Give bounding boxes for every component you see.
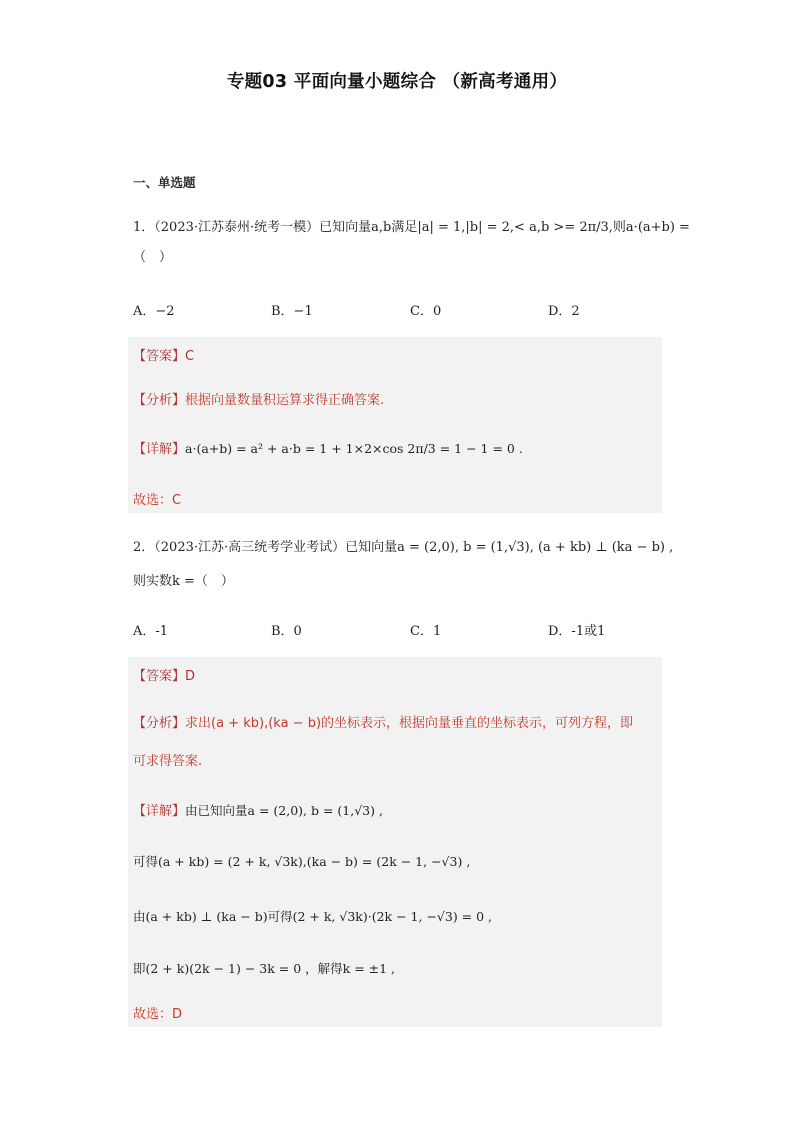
detail-row (133, 438, 523, 457)
option-b: B．0 (271, 624, 302, 639)
analysis-tag: 【分析】 (133, 716, 186, 731)
detail-formula: 由(a + kb) ⊥ (ka − b)可得(2 + k, √3k)·(2k − 1, −√3) = 0 , (133, 909, 493, 924)
conclusion: 故选：C (133, 493, 182, 508)
question-2-stem (133, 536, 674, 560)
question-source: （2023·江苏·高三统考学业考试） (154, 540, 346, 555)
analysis-continuation: 可求得答案. (133, 754, 203, 769)
option-a: A．−2 (133, 304, 175, 319)
question-1-blank: （ ） (133, 250, 173, 265)
option-b: B．−1 (271, 304, 313, 319)
question-stem: 已知向量a = (2,0), b = (1,√3), (a + kb) ⊥ (ka − b) , (345, 540, 674, 555)
detail-line-2 (133, 852, 470, 870)
page-title: 专题03 平面向量小题综合 （新高考通用） (226, 72, 568, 92)
analysis-row (133, 389, 384, 408)
answer-label: 【答案】C (133, 349, 195, 364)
question-stem: 已知向量a,b满足|a| = 1,|b| = 2,< a,b >= 2π/3,则a·(a+b) = (319, 220, 690, 235)
analysis-text: 求出(a + kb),(ka − b)的坐标表示，根据向量垂直的坐标表示，可列方程，即 (185, 716, 634, 731)
detail-line-4 (133, 959, 395, 977)
option-a: A．-1 (133, 624, 169, 639)
analysis-row (133, 712, 633, 731)
question-number: 2． (133, 540, 155, 555)
detail-formula: 可得(a + kb) = (2 + k, √3k),(ka − b) = (2k − 1, −√3) , (133, 854, 471, 869)
question-2-stem-line2: 则实数k =（ ） (133, 574, 234, 589)
detail-formula: a·(a+b) = a² + a·b = 1 + 1×2×cos 2π/3 = 1 − 1 = 0 . (185, 441, 523, 456)
detail-row (133, 800, 383, 819)
conclusion: 故选：D (133, 1007, 183, 1022)
question-number: 1． (133, 220, 155, 235)
section-heading: 一、单选题 (133, 175, 196, 190)
detail-tag: 【详解】 (133, 442, 186, 457)
detail-line-1: 由已知向量a = (2,0), b = (1,√3) , (185, 803, 383, 818)
question-source: （2023·江苏泰州·统考一模） (154, 220, 320, 235)
analysis-tag: 【分析】 (133, 393, 186, 408)
solution-box-2 (128, 657, 662, 1027)
solution-box-1 (128, 337, 662, 513)
question-1-stem (133, 216, 690, 240)
option-c: C．0 (410, 304, 442, 319)
detail-tag: 【详解】 (133, 804, 186, 819)
option-d: D．-1或1 (548, 624, 606, 639)
detail-formula: 即(2 + k)(2k − 1) − 3k = 0 ，解得k = ±1 , (133, 961, 396, 976)
answer-label: 【答案】D (133, 669, 196, 684)
option-c: C．1 (410, 624, 442, 639)
detail-line-3 (133, 907, 492, 925)
option-d: D．2 (548, 304, 580, 319)
question-1 (133, 216, 690, 270)
analysis-text: 根据向量数量积运算求得正确答案. (185, 393, 385, 408)
question-2 (133, 536, 674, 594)
